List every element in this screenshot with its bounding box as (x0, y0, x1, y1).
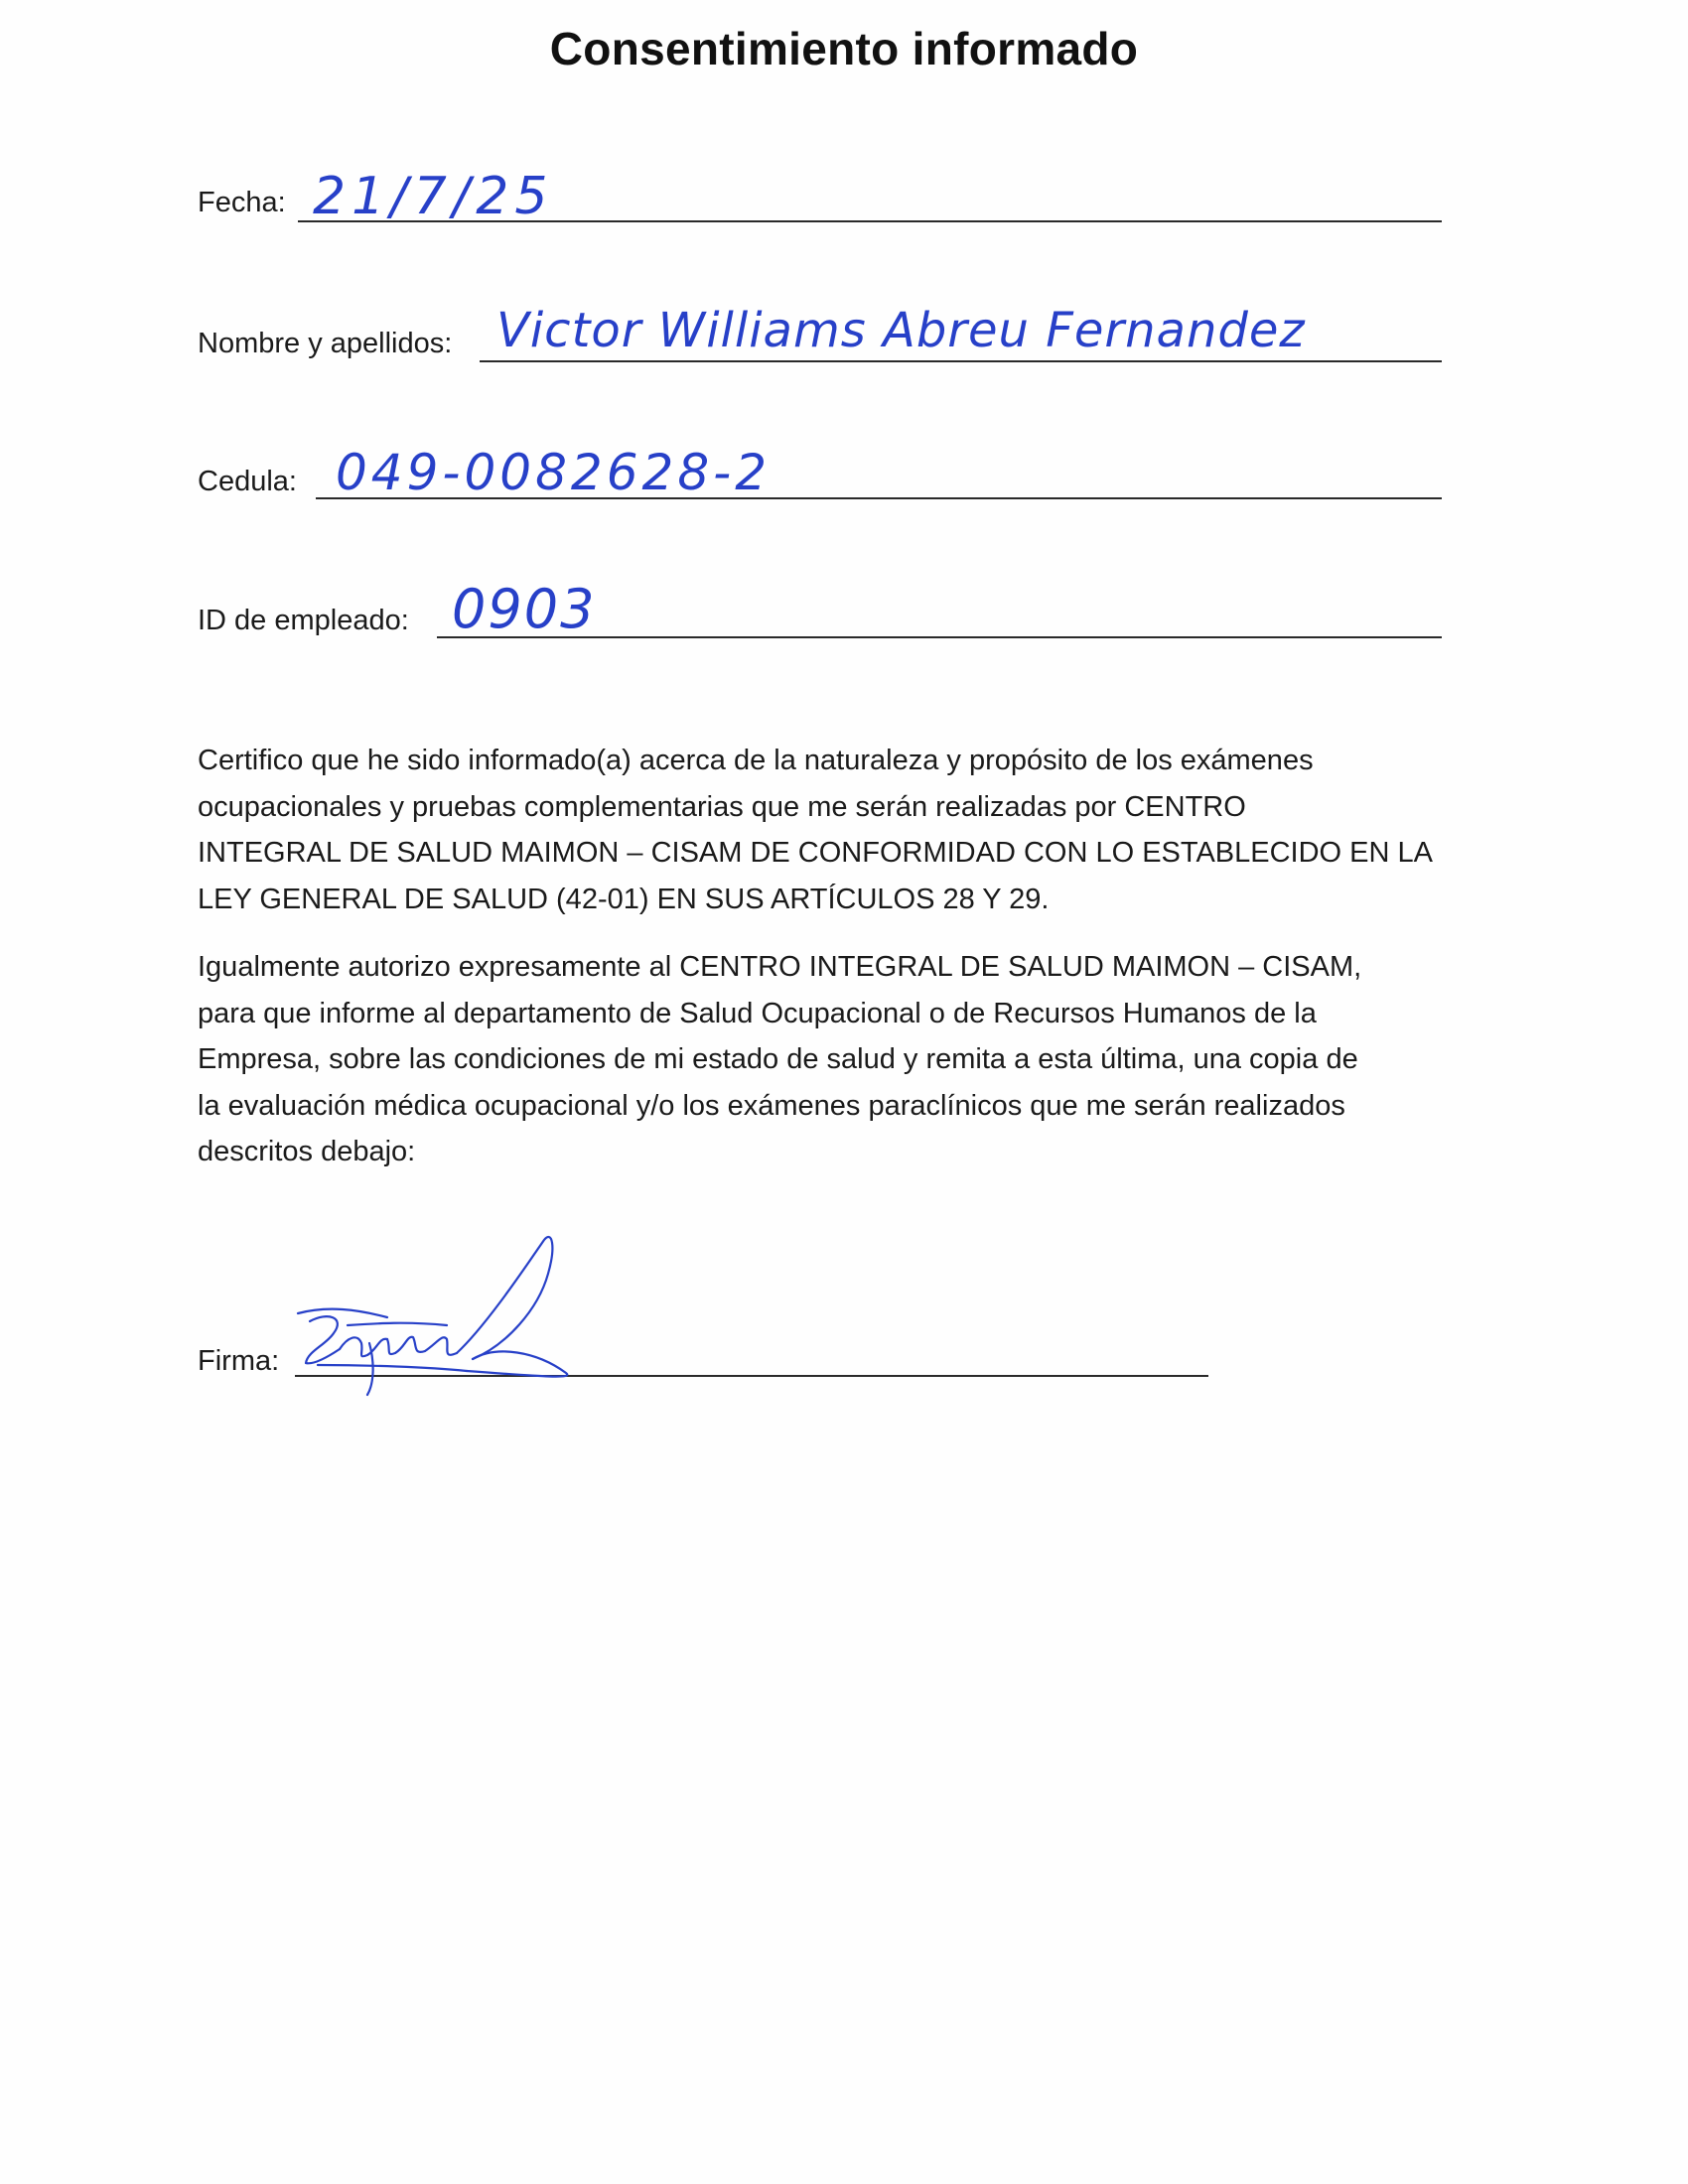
cedula-value[interactable]: 049-0082628-2 (336, 444, 772, 501)
fecha-value[interactable]: 21/7/25 (313, 167, 554, 226)
paragraph-line: ocupacionales y pruebas complementarias que me serán realizadas por CENTRO (198, 790, 1246, 823)
consent-paragraph-2 (198, 944, 1488, 1175)
paragraph-line: Igualmente autorizo expresamente al CENTRO INTEGRAL DE SALUD MAIMON – CISAM, (198, 951, 1362, 983)
paragraph-line: descritos debajo: (198, 1136, 416, 1167)
firma-label: Firma: (198, 1345, 280, 1377)
cedula-label: Cedula: (198, 466, 297, 497)
paragraph-line: la evaluación médica ocupacional y/o los exámenes paraclínicos que me serán realizados (198, 1089, 1345, 1122)
paragraph-line: LEY GENERAL DE SALUD (42-01) EN SUS ARTÍCULOS 28 Y 29. (198, 883, 1050, 915)
paragraph-line: INTEGRAL DE SALUD MAIMON – CISAM DE CONFORMIDAD CON LO ESTABLECIDO EN LA (198, 837, 1433, 869)
nombre-label: Nombre y apellidos: (198, 328, 453, 359)
document-title: Consentimiento informado (549, 23, 1139, 74)
paragraph-line: para que informe al departamento de Salud Ocupacional o de Recursos Humanos de la (198, 997, 1317, 1029)
consent-paragraph-1 (198, 738, 1488, 922)
id-empleado-value[interactable]: 0903 (452, 578, 597, 640)
signature-image (288, 1226, 586, 1405)
paragraph-line: Empresa, sobre las condiciones de mi estado de salud y remita a esta última, una copia de (198, 1043, 1358, 1075)
paragraph-line: Certifico que he sido informado(a) acerca de la naturaleza y propósito de los exámenes (198, 745, 1314, 776)
nombre-underline (480, 360, 1442, 362)
id-empleado-label: ID de empleado: (198, 605, 409, 636)
fecha-label: Fecha: (198, 187, 286, 218)
nombre-value[interactable]: Victor Williams Abreu Fernandez (496, 303, 1306, 358)
